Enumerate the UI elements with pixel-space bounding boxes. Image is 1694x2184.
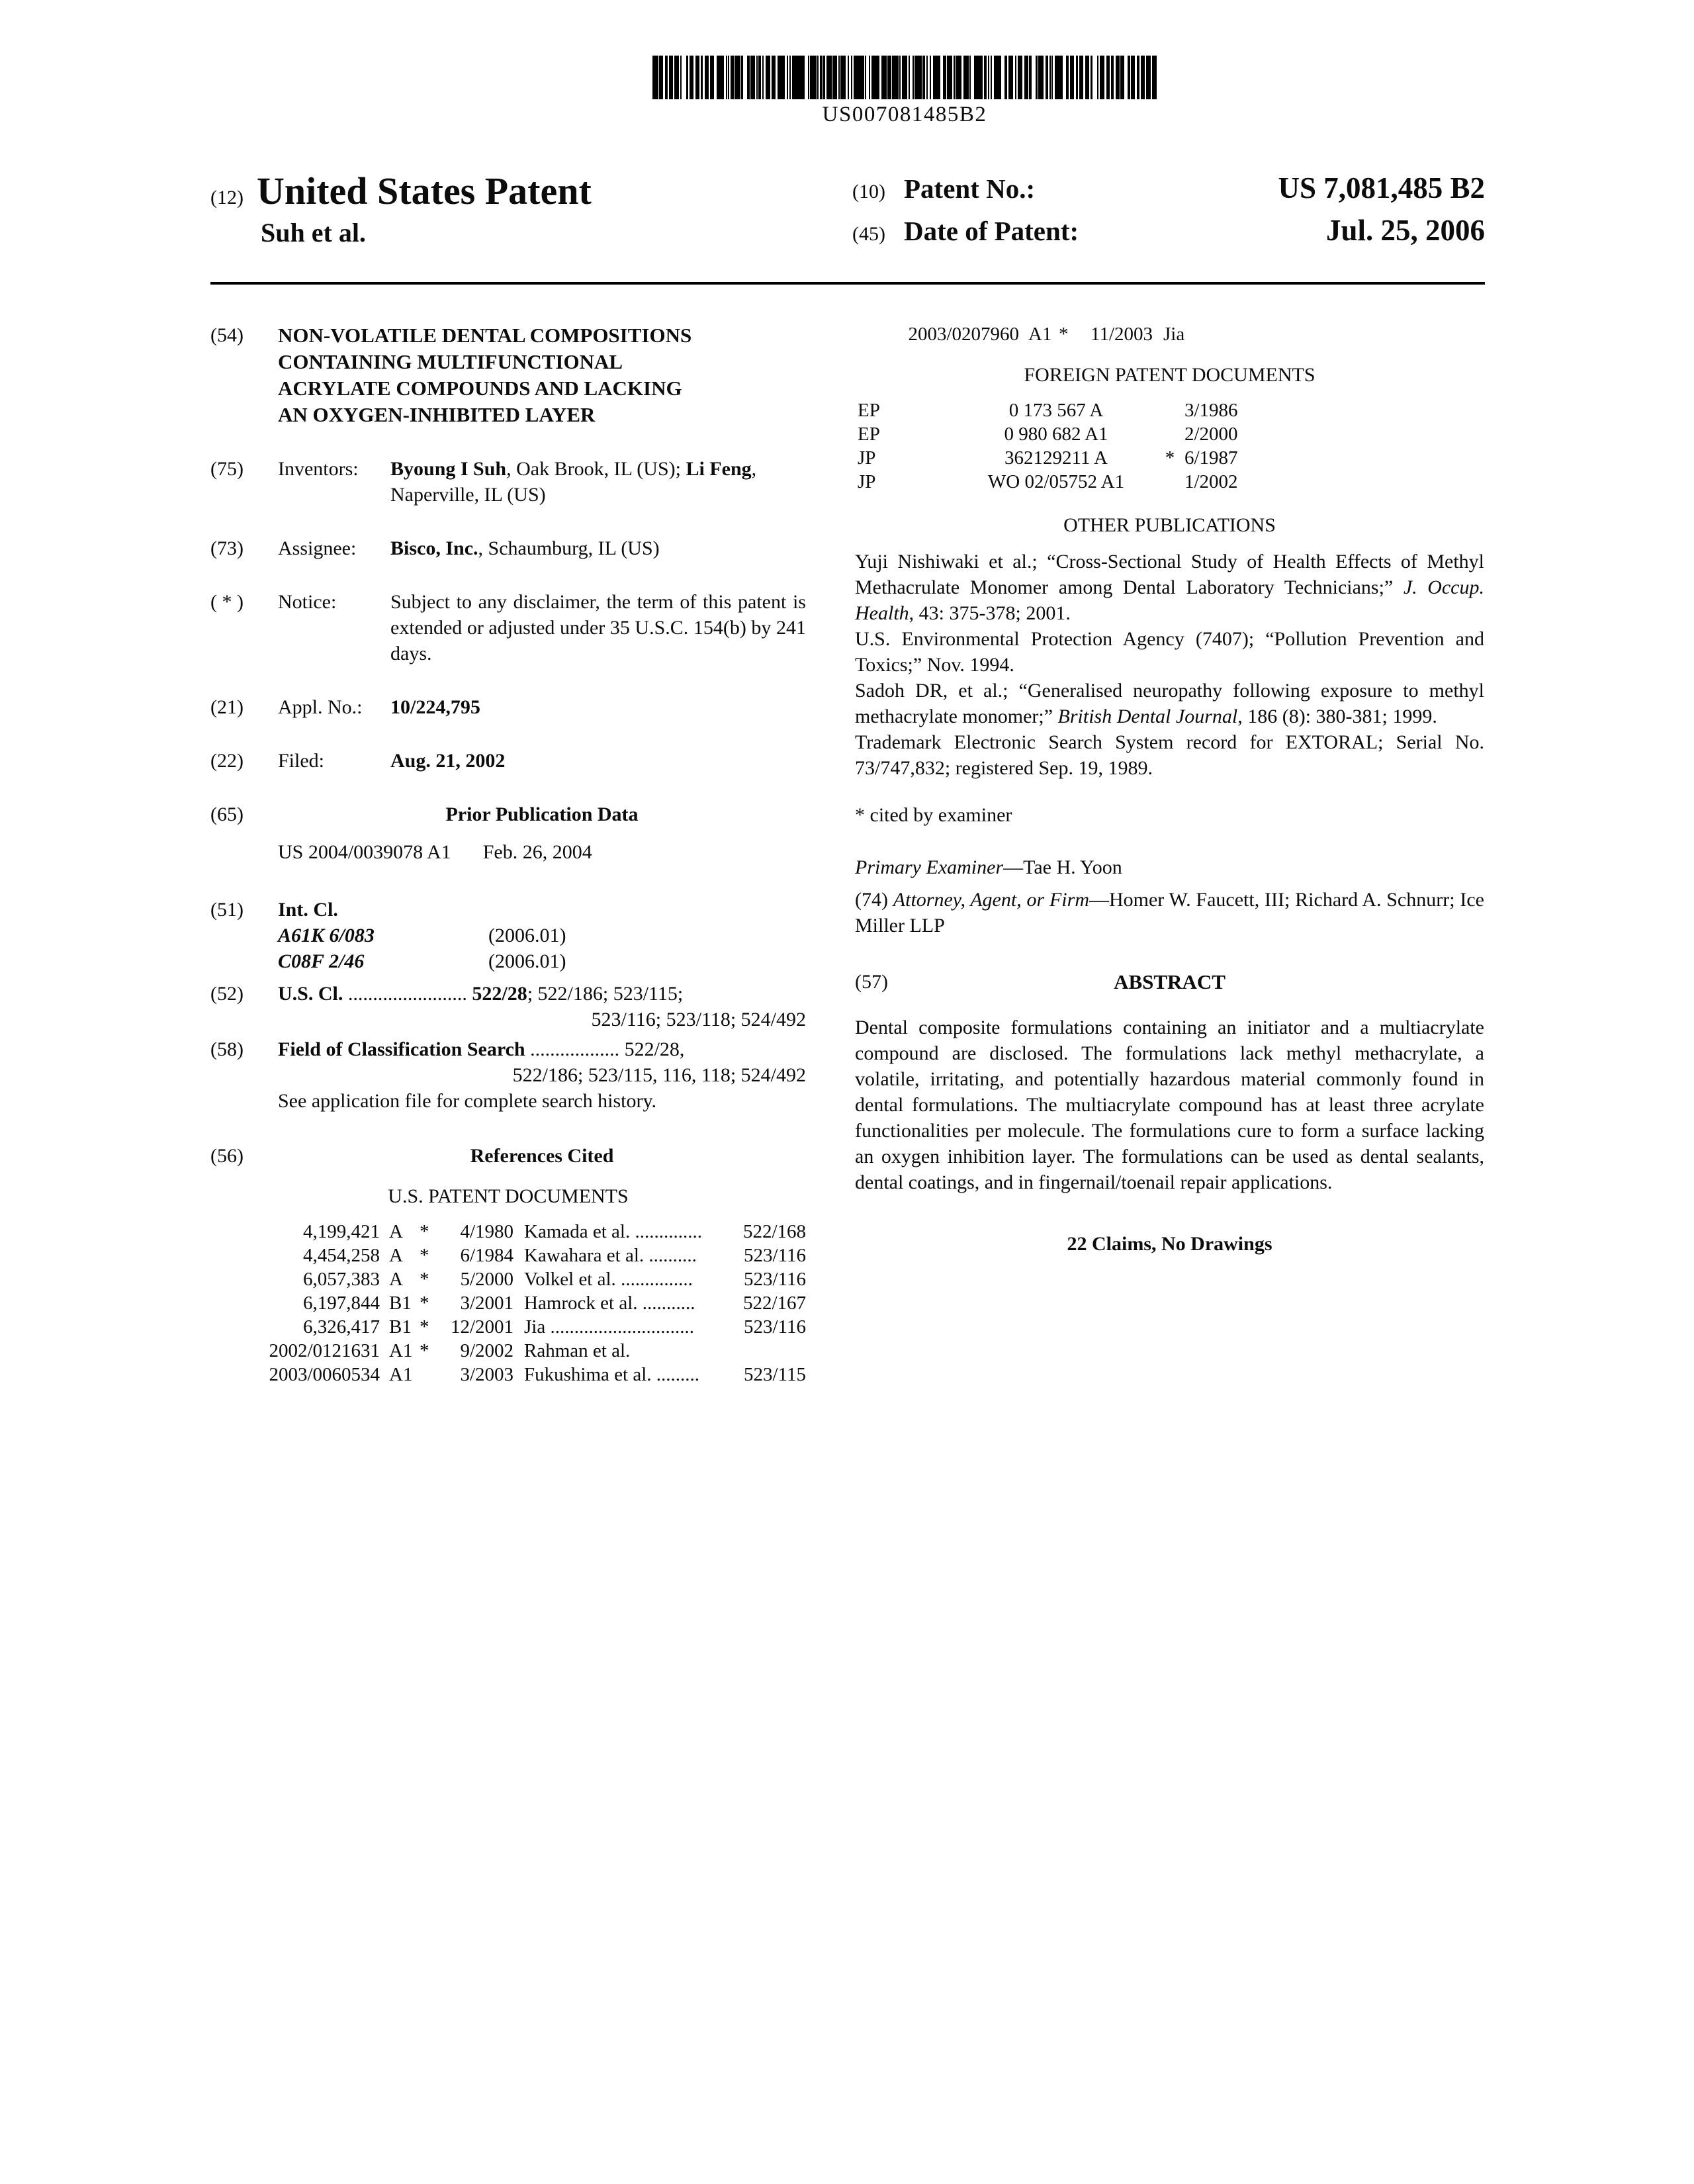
- inventor-name: Li Feng: [686, 458, 752, 480]
- attorney-label: Attorney, Agent, or Firm: [893, 889, 1089, 911]
- table-row: [858, 470, 1484, 494]
- us-cl-label: U.S. Cl.: [278, 983, 343, 1005]
- kind-code: B1: [389, 1293, 412, 1314]
- document-date: 1/2002: [1184, 471, 1238, 492]
- table-row: [221, 1315, 806, 1339]
- kind-code: A: [389, 1269, 403, 1290]
- publication-text: Sadoh DR, et al.; “Generalised neuropathy following exposure to methyl methacrylate monomer;”: [855, 680, 1484, 727]
- publication-text: Yuji Nishiwaki et al.; “Cross-Sectional Study of Health Effects of Methyl Methacrulate Monomer among Dental Laboratory Technicians;”: [855, 551, 1484, 598]
- us-cl-primary: 522/28: [472, 983, 527, 1005]
- primary-examiner-label: Primary Examiner: [855, 856, 1004, 878]
- date-of-patent-label: Date of Patent:: [904, 216, 1079, 246]
- field-notice: [210, 589, 806, 666]
- field-number-12: (12): [210, 187, 244, 208]
- document-number: 0 173 567 A: [1008, 400, 1104, 421]
- patent-ref: [513, 1220, 732, 1244]
- patent-no-value: US 7,081,485 B2: [1278, 171, 1485, 205]
- field-number: (56): [210, 1145, 244, 1167]
- field-number: (75): [210, 458, 244, 480]
- table-row: [221, 1244, 806, 1267]
- date-of-patent-value: Jul. 25, 2006: [1325, 214, 1485, 247]
- notice-text: Subject to any disclaimer, the term of this patent is extended or adjusted under 35 U.S.C. 154(b) by 241 days.: [390, 591, 806, 664]
- attorney-names: —Homer W. Faucett, III; Richard A. Schnurr; Ice Miller LLP: [855, 889, 1484, 936]
- us-patent-table: [210, 1220, 806, 1387]
- appl-no-value: 10/224,795: [390, 696, 480, 718]
- publication-text: Trademark Electronic Search System record for EXTORAL; Serial No. 73/747,832; registered Sep. 19, 1989.: [855, 731, 1484, 779]
- publication-text: , 186 (8): 380-381; 1999.: [1237, 705, 1437, 727]
- assignee-label: Assignee:: [278, 537, 357, 559]
- inventor-short-name: Suh et al.: [261, 218, 366, 248]
- int-cl-row: [278, 923, 806, 948]
- kind-code: A1: [1028, 324, 1052, 345]
- document-number: 0 980 682 A1: [1004, 424, 1108, 445]
- us-cl-content: [278, 981, 806, 1032]
- patent-ref: [513, 1291, 732, 1315]
- patentee-name: Kamada et al.: [524, 1221, 631, 1242]
- examiner-star: [1155, 422, 1184, 446]
- patentee-name: Jia: [524, 1316, 546, 1338]
- other-publications-heading: OTHER PUBLICATIONS: [1063, 514, 1276, 536]
- inventors-value: [390, 456, 758, 508]
- attorney-line: [855, 887, 1484, 938]
- kind-code: A1: [389, 1364, 413, 1385]
- leader-dots: ..............................: [550, 1316, 694, 1338]
- examiner-star: *: [420, 1293, 429, 1314]
- kind-code: A: [389, 1221, 403, 1242]
- table-row: [221, 1220, 806, 1244]
- inventor-name: Byoung I Suh: [390, 458, 507, 480]
- patent-date: 9/2002: [460, 1340, 513, 1361]
- class-number: 522/168: [742, 1221, 806, 1242]
- examiner-star: *: [420, 1316, 429, 1338]
- notice-label: Notice:: [278, 591, 337, 613]
- field-number-74: (74): [855, 889, 888, 911]
- examiner-star: *: [420, 1221, 429, 1242]
- int-cl-code: A61K 6/083: [278, 925, 375, 946]
- int-cl-year: (2006.01): [488, 925, 566, 946]
- assignee-name: Bisco, Inc.: [390, 537, 478, 559]
- class-number: 523/115: [744, 1364, 806, 1385]
- leader-dots: .........: [656, 1364, 700, 1385]
- class-number: 523/116: [744, 1316, 806, 1338]
- country-code: JP: [858, 447, 876, 469]
- search-content: [278, 1036, 806, 1114]
- cited-by-examiner-note: * cited by examiner: [855, 804, 1012, 826]
- class-number: 523/116: [744, 1245, 806, 1266]
- table-row: [221, 1291, 806, 1315]
- patent-number-line: [852, 171, 1485, 205]
- leader-dots: ..........: [648, 1245, 697, 1266]
- field-73-assignee: [210, 535, 806, 561]
- us-cl-line2: 523/116; 523/118; 524/492: [591, 1009, 806, 1030]
- patent-number: 6,057,383: [303, 1269, 380, 1290]
- field-65-heading: [210, 801, 806, 827]
- field-number: (73): [210, 537, 244, 559]
- table-row: [858, 446, 1484, 470]
- patent-number: 6,326,417: [303, 1316, 380, 1338]
- publication-item: [855, 626, 1484, 678]
- other-publications-list: [855, 549, 1484, 781]
- publication-item: [855, 729, 1484, 781]
- abstract-heading-row: [855, 969, 1484, 995]
- document-date: 6/1987: [1184, 447, 1238, 469]
- primary-examiner-line: [855, 854, 1484, 880]
- claims-summary: 22 Claims, No Drawings: [1067, 1233, 1272, 1255]
- country-code: JP: [858, 471, 876, 492]
- patent-number: 2003/0060534: [269, 1364, 380, 1385]
- document-date: 2/2000: [1184, 424, 1238, 445]
- table-row: [221, 1363, 806, 1387]
- table-row: [858, 398, 1484, 422]
- int-cl-year: (2006.01): [488, 950, 566, 972]
- field-number-57: (57): [855, 971, 888, 993]
- publication-item: [855, 678, 1484, 729]
- document-kind-line: [210, 171, 780, 212]
- assignee-location: , Schaumburg, IL (US): [478, 537, 660, 559]
- foreign-documents-heading: FOREIGN PATENT DOCUMENTS: [1024, 364, 1315, 386]
- examiner-star: *: [1165, 447, 1175, 469]
- field-number: ( * ): [210, 591, 244, 613]
- inventor-location: , Naperville, IL (US): [390, 458, 757, 506]
- examiner-star: *: [1059, 324, 1069, 345]
- filed-label: Filed:: [278, 750, 325, 772]
- examiner-star: [420, 1363, 439, 1387]
- field-54-title: [210, 322, 806, 428]
- examiner-star: *: [420, 1245, 429, 1266]
- patent-date: 11/2003: [1091, 324, 1153, 345]
- patentee-name: Kawahara et al.: [524, 1245, 645, 1266]
- patent-ref: [513, 1363, 732, 1387]
- patent-ref: [1153, 322, 1484, 346]
- class-number: [732, 1339, 806, 1363]
- publication-text: U.S. Environmental Protection Agency (7407); “Pollution Prevention and Toxics;” Nov. 1994.: [855, 628, 1484, 676]
- patent-number: 4,454,258: [303, 1245, 380, 1266]
- appl-no-label: Appl. No.:: [278, 696, 363, 718]
- patentee-name: Hamrock et al.: [524, 1293, 638, 1314]
- field-number: (65): [210, 803, 244, 825]
- document-number: WO 02/05752 A1: [987, 471, 1125, 492]
- search-note: See application file for complete search history.: [278, 1090, 657, 1112]
- kind-code: A: [389, 1245, 403, 1266]
- patent-ref: [513, 1267, 732, 1291]
- int-cl-heading: Int. Cl.: [278, 899, 338, 921]
- patent-ref: [513, 1339, 732, 1363]
- table-row: [860, 322, 1484, 346]
- patentee-name: Jia: [1163, 324, 1185, 345]
- field-number: (22): [210, 750, 244, 772]
- abstract-heading: ABSTRACT: [1114, 970, 1226, 993]
- invention-title: NON-VOLATILE DENTAL COMPOSITIONS CONTAINING MULTIFUNCTIONAL ACRYLATE COMPOUNDS AND LACKING AN OXYGEN-INHIBITED LAYER: [278, 324, 692, 426]
- int-cl-code: C08F 2/46: [278, 950, 365, 972]
- page-title: United States Patent: [256, 169, 592, 212]
- field-21-appl-no: [210, 694, 806, 720]
- field-number: (54): [210, 324, 244, 346]
- patent-number: 4,199,421: [303, 1221, 380, 1242]
- field-number: (51): [210, 899, 244, 921]
- field-56-heading: [210, 1143, 806, 1169]
- header-left: [210, 171, 780, 255]
- patent-date: 6/1984: [460, 1245, 513, 1266]
- leader-dots: ........................: [347, 983, 467, 1005]
- table-row: [221, 1267, 806, 1291]
- prior-publication-data: [278, 839, 806, 865]
- leader-dots: ..............: [635, 1221, 702, 1242]
- filed-value: Aug. 21, 2002: [390, 750, 506, 772]
- patent-date: 3/2001: [460, 1293, 513, 1314]
- patent-date: 3/2003: [460, 1364, 513, 1385]
- field-52-us-cl: [210, 981, 806, 1032]
- field-number: (58): [210, 1038, 244, 1060]
- publication-journal: J. Occup. Health: [855, 576, 1484, 624]
- country-code: EP: [858, 424, 880, 445]
- kind-code: A1: [389, 1340, 413, 1361]
- field-58-search: [210, 1036, 806, 1114]
- examiner-star: [1155, 470, 1184, 494]
- header-right: [852, 171, 1485, 255]
- table-row: [858, 422, 1484, 446]
- abstract-text: Dental composite formulations containing an initiator and a multiacrylate compound are disclosed. The formulations lack methyl methacrylate, a volatile, irritating, and potentially hazardous material commonly found in dental formulations. The multiacrylate compound has at least three acrylate functionalities per molecule. The formulations cure to form a surface lacking an oxygen inhibition layer. The formulations can be used as dental sealants, dental coatings, and in fingernail/toenail repair applications.: [855, 1017, 1484, 1193]
- kind-code: B1: [389, 1316, 412, 1338]
- document-number: 362129211 A: [1004, 447, 1108, 469]
- foreign-patent-documents: [855, 362, 1484, 494]
- search-line1: [278, 1036, 806, 1062]
- prior-publication-date: Feb. 26, 2004: [482, 841, 592, 863]
- inventors-label: Inventors:: [278, 458, 359, 480]
- int-cl-content: [278, 897, 806, 974]
- barcode: [652, 56, 1157, 127]
- leader-dots: ...............: [621, 1269, 693, 1290]
- publication-item: [855, 549, 1484, 626]
- assignee-value: [390, 535, 806, 561]
- field-number: (52): [210, 983, 244, 1005]
- prior-publication-number: US 2004/0039078 A1: [278, 841, 451, 863]
- right-column: [855, 322, 1484, 1257]
- header: [210, 171, 1485, 255]
- field-number-10: (10): [852, 181, 885, 203]
- us-cl-rest: ; 522/186; 523/115;: [527, 983, 684, 1005]
- patent-ref: [513, 1315, 732, 1339]
- references-cited-heading: References Cited: [470, 1145, 614, 1167]
- leader-dots: ...........: [642, 1293, 695, 1314]
- patent-number: 2002/0121631: [269, 1340, 380, 1361]
- patentee-name: Volkel et al.: [524, 1269, 616, 1290]
- examiner-star: [1155, 398, 1184, 422]
- search-label: Field of Classification Search: [278, 1038, 525, 1060]
- search-line2: 522/186; 523/115, 116, 118; 524/492: [512, 1064, 806, 1086]
- patent-date: 12/2001: [450, 1316, 513, 1338]
- field-number-45: (45): [852, 223, 885, 245]
- primary-examiner-name: —Tae H. Yoon: [1003, 856, 1122, 878]
- us-patent-documents-heading: U.S. PATENT DOCUMENTS: [388, 1185, 629, 1207]
- left-column: [210, 322, 806, 1387]
- header-divider: [210, 282, 1485, 285]
- barcode-icon: [652, 56, 1157, 99]
- int-cl-row: [278, 948, 806, 974]
- barcode-number: US007081485B2: [822, 103, 987, 126]
- patentee-name: Fukushima et al.: [524, 1364, 652, 1385]
- patent-number: 2003/0207960: [908, 324, 1019, 345]
- examiner-star: *: [420, 1340, 429, 1361]
- class-number: 523/116: [744, 1269, 806, 1290]
- patentee-name: Rahman et al.: [524, 1340, 631, 1361]
- us-cl-line1: [278, 981, 806, 1007]
- field-75-inventors: [210, 456, 806, 508]
- table-row: [221, 1339, 806, 1363]
- search-line1-end: 522/28,: [624, 1038, 685, 1060]
- publication-journal: British Dental Journal: [1057, 705, 1238, 727]
- patent-no-label: Patent No.:: [904, 173, 1036, 204]
- document-date: 3/1986: [1184, 400, 1238, 421]
- class-number: 522/167: [742, 1293, 806, 1314]
- field-51-int-cl: [210, 897, 806, 974]
- publication-text: , 43: 375-378; 2001.: [909, 602, 1071, 624]
- examiner-star: *: [420, 1269, 429, 1290]
- field-number: (21): [210, 696, 244, 718]
- inventor-location: , Oak Brook, IL (US);: [506, 458, 686, 480]
- patent-number: 6,197,844: [303, 1293, 380, 1314]
- field-22-filed: [210, 748, 806, 774]
- country-code: EP: [858, 400, 880, 421]
- patent-date: 4/1980: [460, 1221, 513, 1242]
- patent-ref: [513, 1244, 732, 1267]
- prior-publication-heading: Prior Publication Data: [445, 803, 639, 825]
- patent-date-line: [852, 213, 1485, 248]
- patent-date: 5/2000: [460, 1269, 513, 1290]
- leader-dots: ..................: [530, 1038, 620, 1060]
